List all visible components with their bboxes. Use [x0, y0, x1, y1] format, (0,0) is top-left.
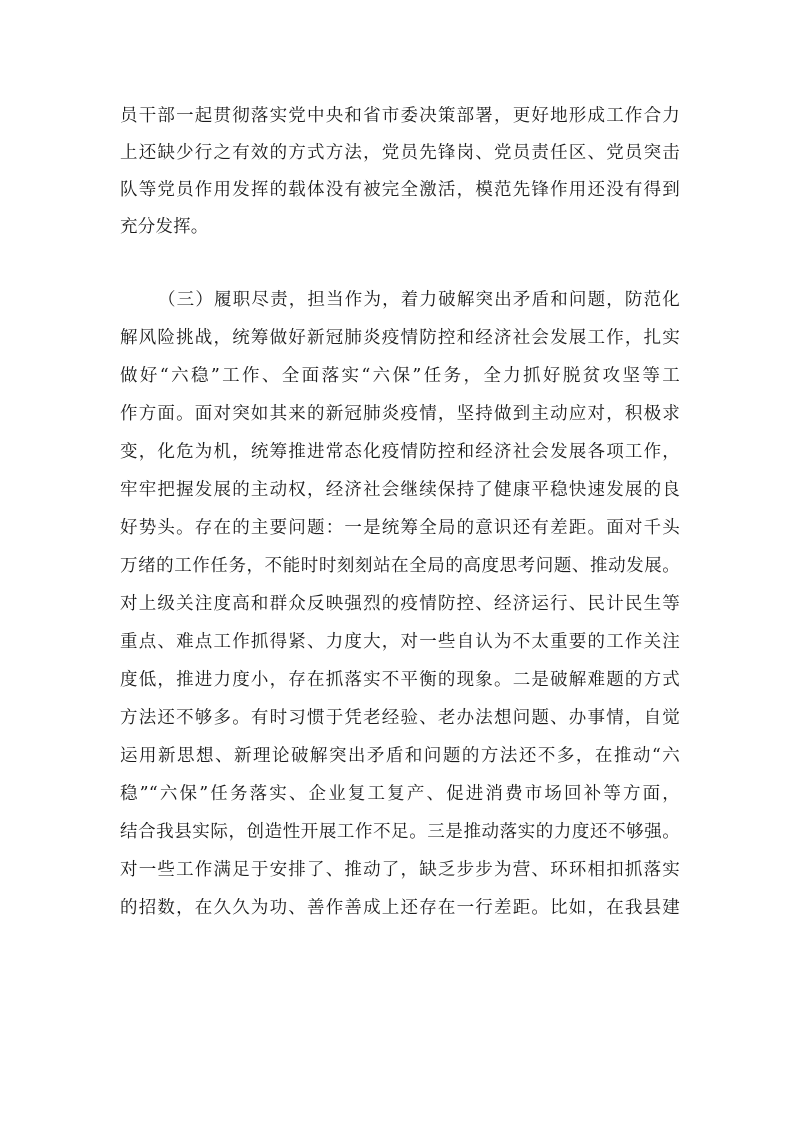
text-line: 变，化危为机，统筹推进常态化疫情防控和经济社会发展各项工作，: [120, 442, 680, 462]
text-line: 上还缺少行之有效的方式方法，党员先锋岗、党员责任区、党员突击: [120, 143, 680, 163]
text-line: 充分发挥。: [120, 217, 209, 237]
text-line: 对上级关注度高和群众反映强烈的疫情防控、经济运行、民计民生等: [120, 594, 680, 614]
text-line: 员干部一起贯彻落实党中央和省市委决策部署，更好地形成工作合力: [120, 106, 680, 126]
text-line: 作方面。面对突如其来的新冠肺炎疫情，坚持做到主动应对，积极求: [120, 404, 680, 424]
text-line: 牢牢把握发展的主动权，经济社会继续保持了健康平稳快速发展的良: [120, 480, 680, 500]
text-line: （三）履职尽责，担当作为，着力破解突出矛盾和问题，防范化: [158, 290, 680, 310]
text-line: 的招数，在久久为功、善作善成上还存在一行差距。比如，在我县建: [120, 898, 680, 918]
text-line: 运用新思想、新理论破解突出矛盾和问题的方法还不多，在推动“六: [120, 746, 680, 766]
text-line: 解风险挑战，统筹做好新冠肺炎疫情防控和经济社会发展工作，扎实: [120, 328, 680, 348]
text-line: 好势头。存在的主要问题：一是统筹全局的意识还有差距。面对千头: [120, 518, 680, 538]
text-line: 方法还不够多。有时习惯于凭老经验、老办法想问题、办事情，自觉: [120, 708, 680, 728]
text-line: 万绪的工作任务，不能时时刻刻站在全局的高度思考问题、推动发展。: [120, 556, 680, 576]
text-line: 重点、难点工作抓得紧、力度大，对一些自认为不太重要的工作关注: [120, 632, 680, 652]
text-line: 度低，推进力度小，存在抓落实不平衡的现象。二是破解难题的方式: [120, 670, 680, 690]
text-line: 结合我县实际，创造性开展工作不足。三是推动落实的力度还不够强。: [120, 822, 680, 842]
text-line: 队等党员作用发挥的载体没有被完全激活，模范先锋作用还没有得到: [120, 180, 680, 200]
text-line: 做好“六稳”工作、全面落实“六保”任务，全力抓好脱贫攻坚等工: [120, 366, 680, 386]
text-line: 稳”“六保”任务落实、企业复工复产、促进消费市场回补等方面，: [120, 784, 680, 804]
text-line: 对一些工作满足于安排了、推动了，缺乏步步为营、环环相扣抓落实: [120, 860, 680, 880]
